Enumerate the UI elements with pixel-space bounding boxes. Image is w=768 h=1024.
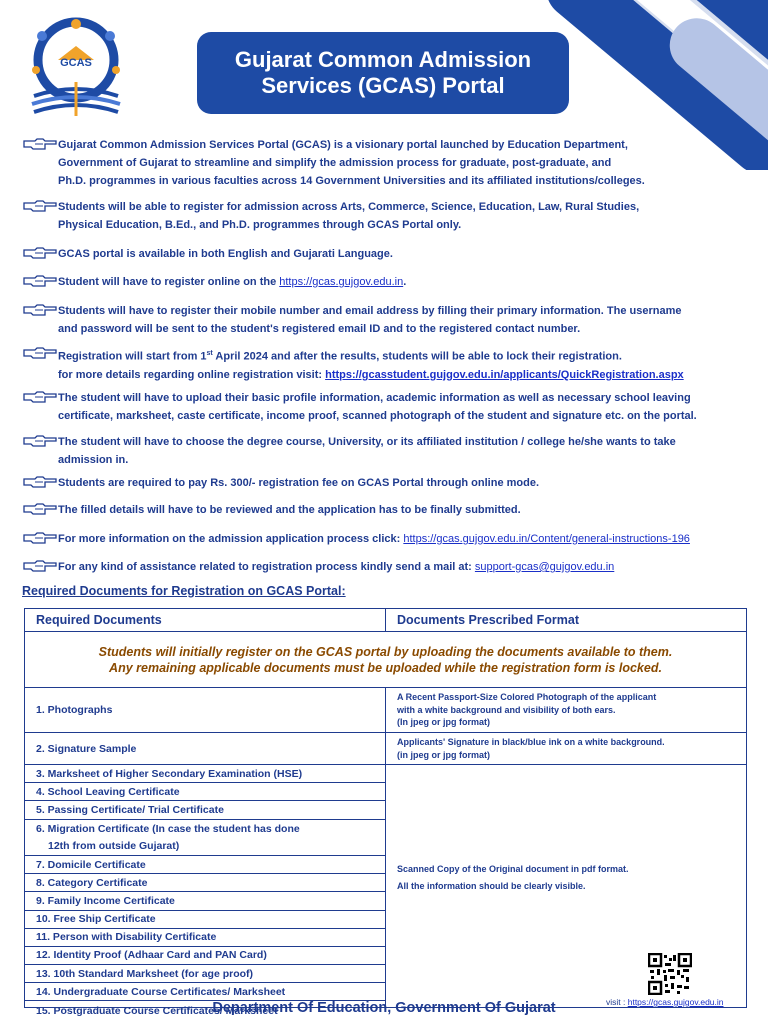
format-line: Applicants' Signature in black/blue ink on a white background. xyxy=(397,737,665,747)
table-cell-document: 2. Signature Sample xyxy=(25,733,386,764)
list-item xyxy=(22,389,742,425)
list-item-text: Ph.D. programmes in various faculties across 14 Government Universities and its affiliated institutions/colleges. xyxy=(58,175,645,187)
pointing-hand-icon xyxy=(22,346,58,360)
general-instructions-link[interactable]: https://gcas.gujgov.edu.in/Content/general-instructions-196 xyxy=(403,533,690,545)
list-item-text: April 2024 and after the results, students will be able to lock their registration. xyxy=(212,350,622,363)
list-item: 5. Passing Certificate/ Trial Certificate xyxy=(25,801,385,819)
pointing-hand-icon xyxy=(22,502,58,516)
visit-label: visit : xyxy=(606,997,628,1007)
page-title-banner xyxy=(197,32,569,114)
gcas-logo xyxy=(20,12,132,124)
page-title-line-2: Services (GCAS) Portal xyxy=(261,73,505,98)
list-item-text: Students will have to register their mobile number and email address by filling their primary information. The username xyxy=(58,305,682,317)
column-header-documents: Required Documents xyxy=(25,609,386,631)
list-item: 6. Migration Certificate (In case the student has done xyxy=(36,822,300,835)
scan-line: Scanned Copy of the Original document in pdf format. xyxy=(397,864,629,874)
pointing-hand-icon xyxy=(22,531,58,545)
pointing-hand-icon xyxy=(22,137,58,151)
page-footer: Department Of Education, Government Of Gujarat xyxy=(212,1000,556,1016)
list-item: 4. School Leaving Certificate xyxy=(25,783,385,801)
format-line: (in jpeg or jpg format) xyxy=(397,749,490,760)
list-item xyxy=(22,501,742,519)
scan-instructions xyxy=(397,863,629,892)
list-item-text: . xyxy=(403,276,407,288)
table-row xyxy=(25,733,746,765)
list-item-text: The student will have to upload their basic profile information, academic information as well as necessary school leaving xyxy=(58,392,691,404)
list-item-text: The filled details will have to be reviewed and the application has to be finally submitted. xyxy=(58,504,521,516)
table-cell-format xyxy=(386,688,746,732)
list-item-text: GCAS portal is available in both English and Gujarati Language. xyxy=(58,248,393,260)
list-item xyxy=(22,345,742,384)
list-item xyxy=(22,558,742,576)
list-item-text: certificate, marksheet, caste certificate, income proof, scanned photograph of the student and signature etc. on the portal. xyxy=(58,410,697,422)
column-header-format: Documents Prescribed Format xyxy=(397,613,579,627)
format-line: with a white background and visibility of both ears. xyxy=(397,704,616,715)
list-item-text: Physical Education, B.Ed., and Ph.D. programmes through GCAS Portal only. xyxy=(58,219,462,231)
list-item xyxy=(22,273,742,291)
list-item: 13. 10th Standard Marksheet (for age proof) xyxy=(25,965,385,983)
list-item xyxy=(22,433,742,469)
list-item: 15. Postgraduate Course Certificates/ Marksheet xyxy=(36,1004,278,1017)
list-item xyxy=(22,136,742,190)
pointing-hand-icon xyxy=(22,559,58,573)
list-item xyxy=(22,198,742,234)
pointing-hand-icon xyxy=(22,246,58,260)
table-header-row xyxy=(25,609,746,632)
list-item-text: Registration will start from 1 xyxy=(58,350,207,363)
list-item-text: Government of Gujarat to streamline and simplify the admission process for graduate, post-graduate, and xyxy=(58,157,612,169)
qr-code-icon xyxy=(648,953,692,995)
table-cell-format xyxy=(386,733,746,764)
list-item: 12th from outside Gujarat) xyxy=(25,838,385,856)
documents-table xyxy=(24,608,747,1017)
support-email-link[interactable]: support-gcas@gujgov.edu.in xyxy=(474,561,615,573)
table-cell-format xyxy=(386,765,746,1007)
table-cell-document: 1. Photographs xyxy=(25,688,386,732)
list-item-text: Gujarat Common Admission Services Portal (GCAS) is a visionary portal launched by Education Department, xyxy=(58,139,628,151)
list-item: 9. Family Income Certificate xyxy=(25,892,385,910)
pointing-hand-icon xyxy=(22,434,58,448)
scan-line: All the information should be clearly visible. xyxy=(397,880,586,891)
quick-registration-link[interactable]: https://gcasstudent.gujgov.edu.in/applicants/QuickRegistration.aspx xyxy=(325,368,684,381)
list-item xyxy=(22,474,742,492)
svg-text:GCAS: GCAS xyxy=(60,57,92,69)
list-item-text: and password will be sent to the student's registered email ID and to the registered contact number. xyxy=(58,323,581,335)
pointing-hand-icon xyxy=(22,475,58,489)
table-note-line-1: Students will initially register on the GCAS portal by uploading the documents available to them. xyxy=(98,644,673,659)
list-item: 10. Free Ship Certificate xyxy=(25,911,385,929)
list-item: 11. Person with Disability Certificate xyxy=(25,929,385,947)
list-item: 14. Undergraduate Course Certificates/ Marksheet xyxy=(25,983,385,1001)
list-item-text: for more details regarding online registration visit: xyxy=(58,368,326,381)
list-item-text: Students are required to pay Rs. 300/- registration fee on GCAS Portal through online mode. xyxy=(58,477,540,489)
list-item: 7. Domicile Certificate xyxy=(25,856,385,874)
list-item-text: admission in. xyxy=(58,454,129,466)
gcas-portal-link[interactable]: https://gcas.gujgov.edu.in xyxy=(627,997,724,1007)
pointing-hand-icon xyxy=(22,274,58,288)
list-item-text: For any kind of assistance related to registration process kindly send a mail at: xyxy=(58,561,475,573)
list-item xyxy=(22,302,742,338)
list-item: 8. Category Certificate xyxy=(25,874,385,892)
pointing-hand-icon xyxy=(22,199,58,213)
list-item-text: The student will have to choose the degree course, University, or its affiliated institution / college he/she wants to take xyxy=(58,436,676,448)
list-item xyxy=(22,245,742,263)
table-note xyxy=(25,632,746,688)
list-item-text: Students will be able to register for admission across Arts, Commerce, Science, Education, Law, Rural Studies, xyxy=(58,201,640,213)
format-line: (In jpeg or jpg format) xyxy=(397,717,490,728)
list-item-text: For more information on the admission application process click: xyxy=(58,533,404,545)
page-title-line-1: Gujarat Common Admission xyxy=(234,47,532,72)
table-note-line-2: Any remaining applicable documents must be uploaded while the registration form is locked. xyxy=(109,660,662,675)
list-item-text: Student will have to register online on the xyxy=(58,276,280,288)
list-item: 12. Identity Proof (Adhaar Card and PAN Card) xyxy=(25,947,385,965)
table-row xyxy=(25,688,746,733)
documents-heading: Required Documents for Registration on GCAS Portal: xyxy=(22,584,346,598)
list-item xyxy=(22,530,742,548)
list-item: 3. Marksheet of Higher Secondary Examination (HSE) xyxy=(25,765,385,783)
superscript: st xyxy=(206,350,213,357)
gcas-portal-link[interactable]: https://gcas.gujgov.edu.in xyxy=(279,276,404,288)
pointing-hand-icon xyxy=(22,390,58,404)
pointing-hand-icon xyxy=(22,303,58,317)
format-line: A Recent Passport-Size Colored Photograph of the applicant xyxy=(397,692,657,703)
